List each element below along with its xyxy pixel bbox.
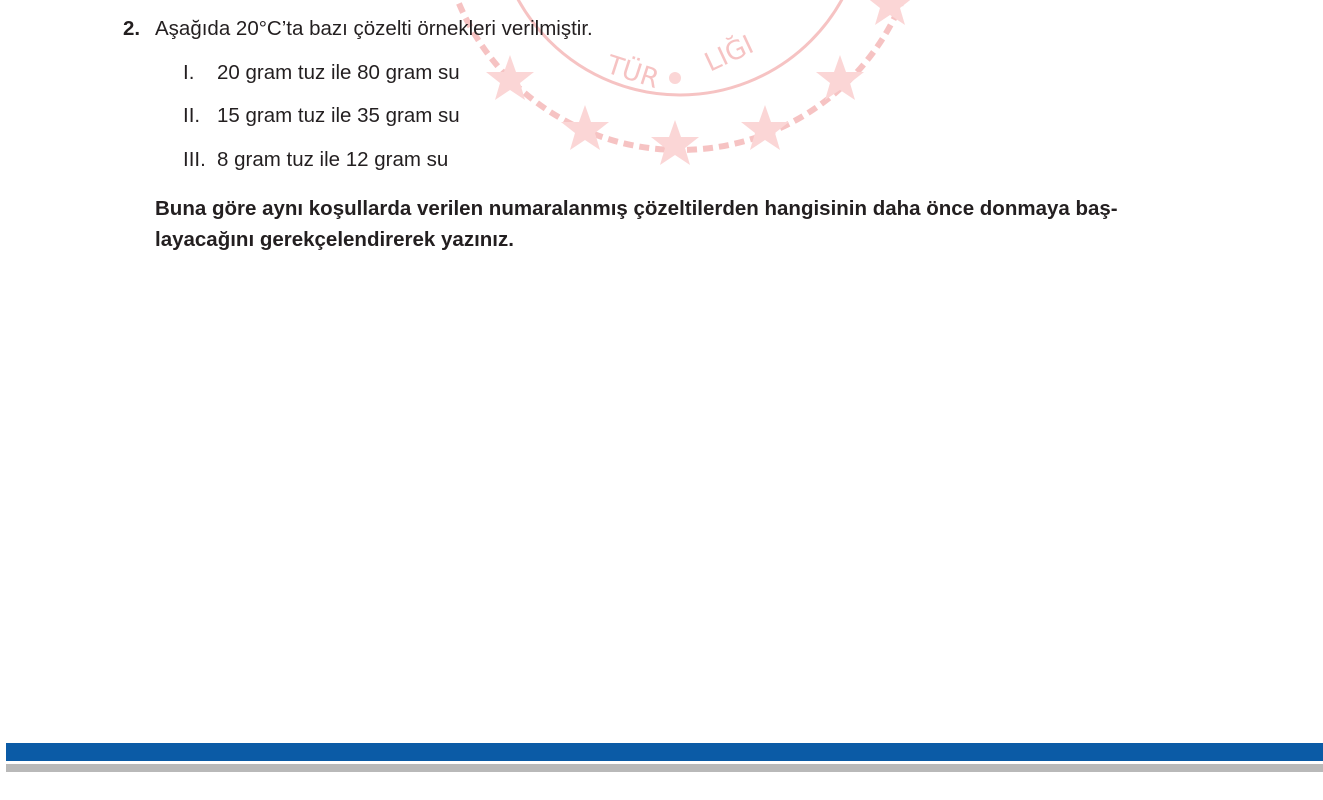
list-item (183, 148, 448, 172)
question-prompt (155, 193, 1215, 255)
seal-star-icon (866, 0, 914, 25)
item-text: 8 gram tuz ile 12 gram su (217, 148, 449, 171)
seal-star-icon (486, 55, 534, 100)
seal-star-icon (651, 120, 699, 165)
footer-blue-bar (6, 743, 1323, 761)
seal-inner-ring (495, 0, 865, 95)
seal-star-icon (561, 105, 609, 150)
seal-dot (669, 72, 681, 84)
seal-star-icon (816, 55, 864, 100)
seal-text-right: LIĞI (700, 30, 759, 79)
question-header (123, 17, 593, 41)
item-text: 15 gram tuz ile 35 gram su (217, 104, 460, 127)
item-numeral: II. (183, 104, 201, 127)
question-number: 2. (123, 17, 141, 40)
question-intro: Aşağıda 20°C’ta bazı çözelti örnekleri verilmiştir. (155, 17, 593, 40)
seal-star-icon (741, 105, 789, 150)
item-text: 20 gram tuz ile 80 gram su (217, 61, 460, 84)
list-item (183, 104, 460, 128)
item-numeral: III. (183, 148, 206, 171)
prompt-line-1: Buna göre aynı koşullarda verilen numaralanmış çözeltilerden hangisinin daha önce donmaya baş- (155, 197, 1118, 220)
list-item (183, 61, 460, 85)
footer-gray-bar (6, 764, 1323, 772)
seal-text-left: TÜR (602, 50, 663, 96)
item-numeral: I. (183, 61, 195, 84)
prompt-line-2: layacağını gerekçelendirerek yazınız. (155, 228, 514, 251)
